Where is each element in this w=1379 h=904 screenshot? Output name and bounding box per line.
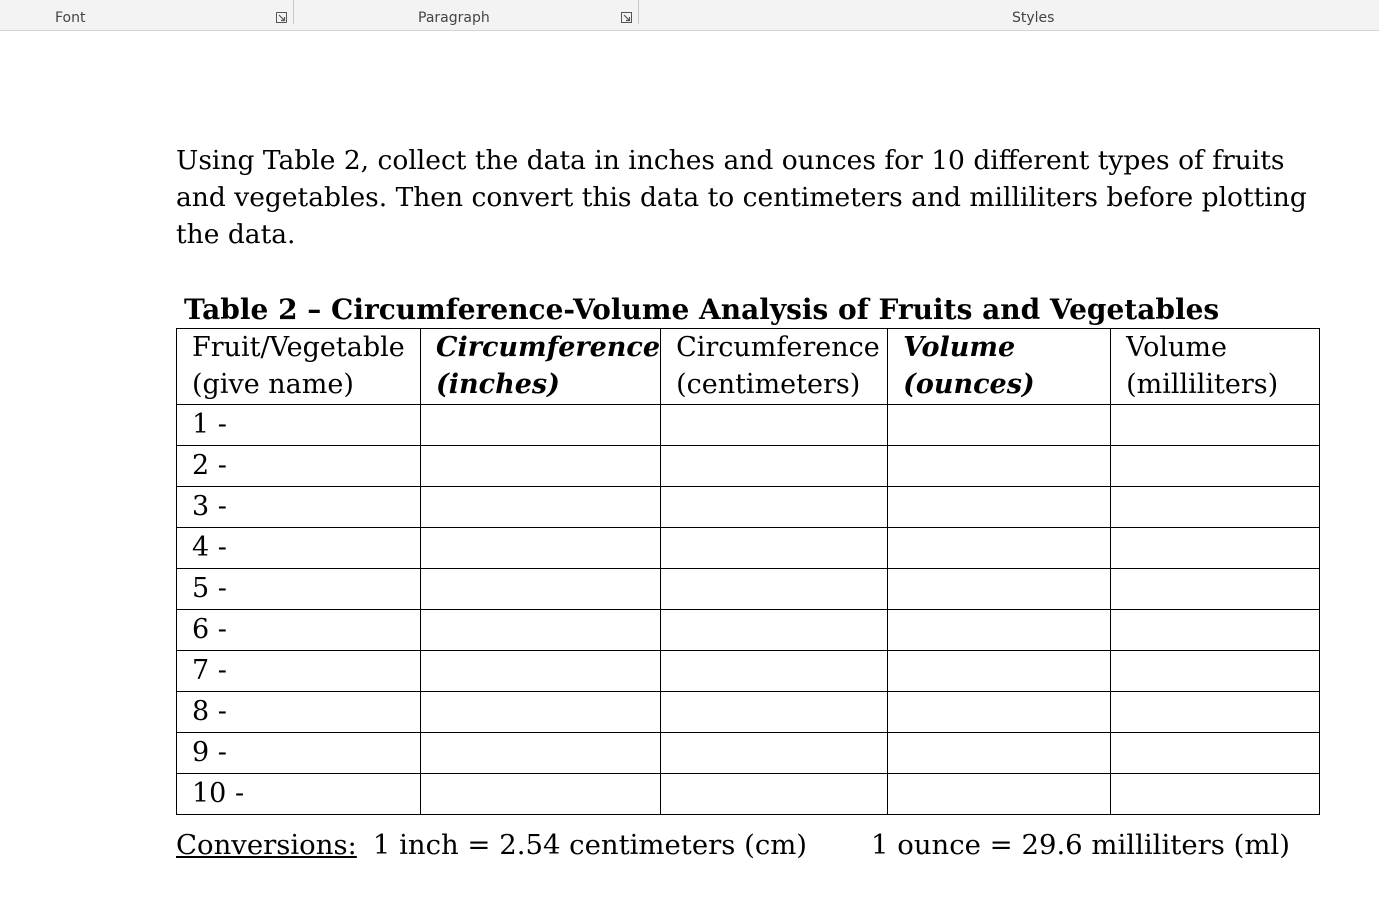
table-cell[interactable] [1111,487,1320,528]
table-caption: Table 2 – Circumference-Volume Analysis of Fruits and Vegetables [184,293,1220,326]
table-cell[interactable] [888,569,1111,610]
row-label-cell[interactable]: 10 - [177,774,421,815]
table-cell[interactable] [661,569,888,610]
header-line: (ounces) [903,369,1035,400]
conversions-label: Conversions: [176,829,357,861]
styles-group-label: Styles [1012,10,1055,26]
table-row [177,528,1320,569]
data-table [176,328,1320,815]
header-circumference-centimeters[interactable] [661,329,888,405]
table-row [177,487,1320,528]
table-cell[interactable] [1111,651,1320,692]
table-cell[interactable] [1111,774,1320,815]
table-cell[interactable] [661,733,888,774]
row-label-cell[interactable]: 1 - [177,405,421,446]
header-fruit-vegetable[interactable] [177,329,421,405]
inch-conversion: 1 inch = 2.54 centimeters (cm) [372,829,808,861]
row-label-cell[interactable]: 2 - [177,446,421,487]
table-cell[interactable] [888,528,1111,569]
table-cell[interactable] [1111,405,1320,446]
header-volume-ounces[interactable] [888,329,1111,405]
header-line: Fruit/Vegetable [192,332,405,363]
row-label-cell[interactable]: 7 - [177,651,421,692]
header-line: (inches) [436,369,560,400]
table-cell[interactable] [1111,733,1320,774]
paragraph-dialog-launcher-icon[interactable] [621,11,632,22]
table-cell[interactable] [1111,528,1320,569]
table-row [177,774,1320,815]
conversions-line [176,826,1290,864]
table-cell[interactable] [1111,610,1320,651]
table-cell[interactable] [661,446,888,487]
table-header-row [177,329,1320,405]
table-cell[interactable] [1111,569,1320,610]
row-label-cell[interactable]: 8 - [177,692,421,733]
row-label-cell[interactable]: 4 - [177,528,421,569]
header-line: (centimeters) [676,369,861,400]
table-cell[interactable] [888,651,1111,692]
header-circumference-inches[interactable] [421,329,661,405]
table-cell[interactable] [421,610,661,651]
row-label-cell[interactable]: 6 - [177,610,421,651]
table-cell[interactable] [888,692,1111,733]
table-cell[interactable] [1111,446,1320,487]
header-line: (milliliters) [1126,369,1279,400]
table-cell[interactable] [888,446,1111,487]
header-line: Volume [1126,332,1227,363]
table-cell[interactable] [421,651,661,692]
intro-paragraph: Using Table 2, collect the data in inches and ounces for 10 different types of fruits and vegetables. Then convert this data to centimeters and milliliters before plotting the data. [176,145,1307,250]
font-dialog-launcher-icon[interactable] [276,11,287,22]
table-row [177,692,1320,733]
row-label-cell[interactable]: 5 - [177,569,421,610]
paragraph-group-label: Paragraph [418,10,490,26]
row-label-cell[interactable]: 9 - [177,733,421,774]
font-group-label: Font [55,10,86,26]
table-cell[interactable] [661,405,888,446]
ribbon-separator [638,0,639,24]
table-row [177,610,1320,651]
header-line: Circumference [436,332,661,363]
table-cell[interactable] [421,692,661,733]
ribbon-group-labels [0,0,1379,31]
table-cell[interactable] [661,487,888,528]
table-row [177,405,1320,446]
table-cell[interactable] [1111,692,1320,733]
table-cell[interactable] [888,405,1111,446]
table-cell[interactable] [661,528,888,569]
table-cell[interactable] [421,733,661,774]
table-row [177,733,1320,774]
header-line: Circumference [676,332,880,363]
table-cell[interactable] [421,528,661,569]
ribbon-separator [293,0,294,24]
row-label-cell[interactable]: 3 - [177,487,421,528]
table-cell[interactable] [661,774,888,815]
table-cell[interactable] [661,651,888,692]
table-row [177,569,1320,610]
table-row [177,446,1320,487]
header-line: Volume [903,332,1016,363]
table-cell[interactable] [661,692,888,733]
header-line: (give name) [192,369,354,400]
table-cell[interactable] [888,610,1111,651]
ounce-conversion: 1 ounce = 29.6 milliliters (ml) [871,829,1290,861]
table-cell[interactable] [888,487,1111,528]
table-cell[interactable] [421,487,661,528]
table-cell[interactable] [661,610,888,651]
table-cell[interactable] [421,405,661,446]
header-volume-milliliters[interactable] [1111,329,1320,405]
table-cell[interactable] [888,774,1111,815]
table-cell[interactable] [888,733,1111,774]
table-cell[interactable] [421,774,661,815]
table-cell[interactable] [421,569,661,610]
table-row [177,651,1320,692]
table-cell[interactable] [421,446,661,487]
